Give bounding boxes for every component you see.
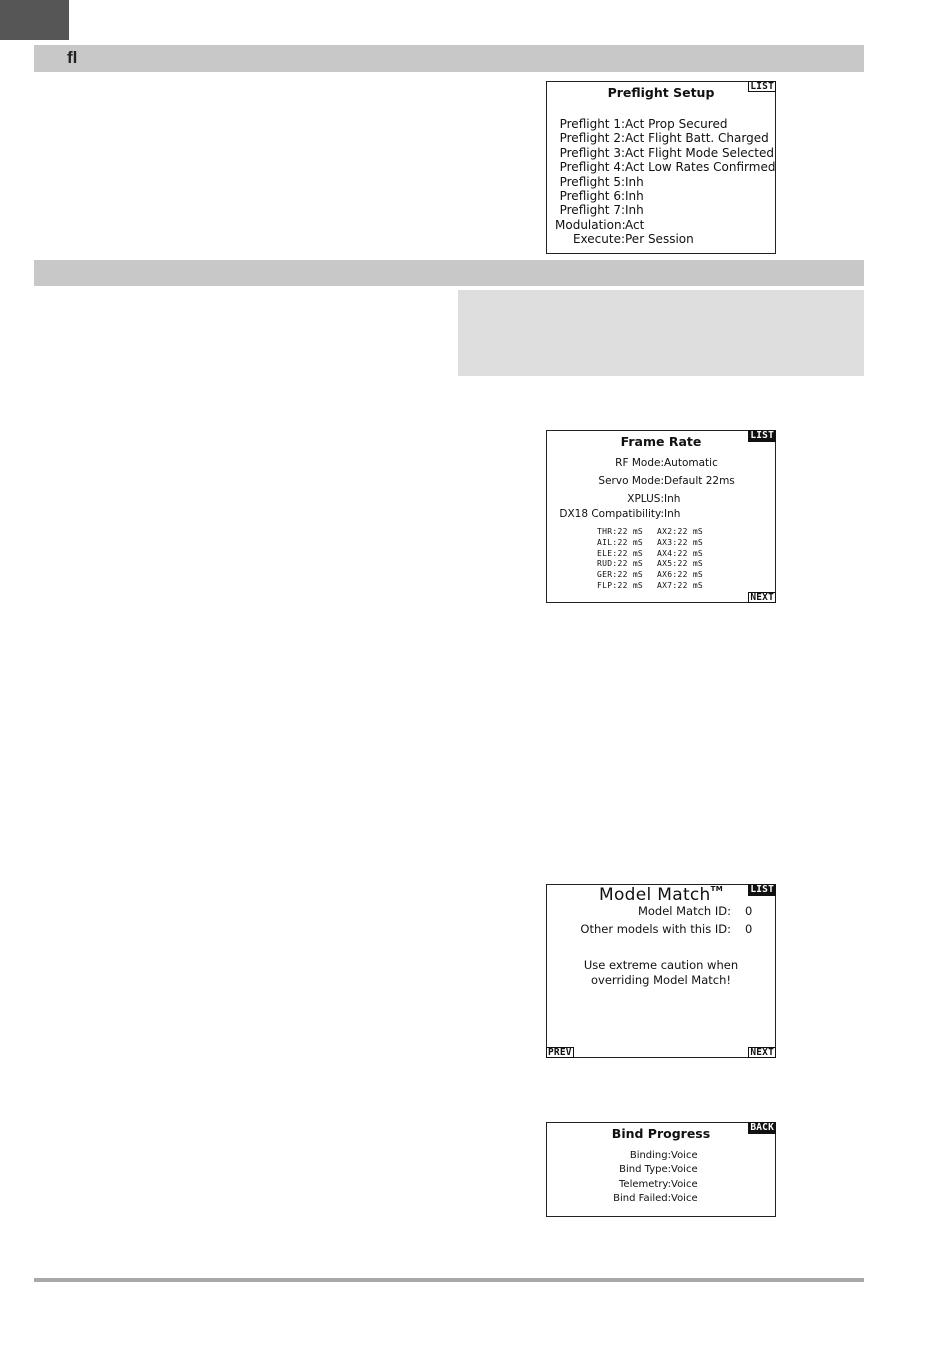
note-box	[458, 290, 864, 376]
row-label: Preflight 4:	[559, 160, 625, 175]
row-label: DX18 Compatibility:	[559, 508, 664, 520]
setting-row[interactable]	[553, 508, 680, 521]
section-header-bar	[34, 260, 864, 286]
row-label: Preflight 7:	[559, 203, 625, 218]
footer-rule	[34, 1278, 864, 1282]
channel-row	[597, 581, 703, 592]
row-value: Per Session	[625, 232, 694, 247]
row-value: 0	[745, 922, 753, 936]
channel-cell: FLP:22 mS	[597, 580, 644, 590]
row-value: 0	[745, 904, 753, 918]
row-value: Inh	[664, 493, 681, 505]
warning-text: overriding Model Match!	[591, 973, 731, 987]
channel-cell: THR:22 mS	[597, 527, 644, 536]
info-row	[553, 922, 759, 936]
row-label: Preflight 3:	[559, 145, 625, 160]
row-label: Execute:	[572, 232, 625, 247]
preflight-row[interactable]	[555, 175, 644, 189]
frame-rate-screen	[546, 430, 776, 603]
preflight-row[interactable]	[555, 189, 644, 203]
setting-row[interactable]	[553, 457, 718, 470]
prev-button[interactable]: PREV	[548, 1047, 572, 1058]
screen-title: Frame Rate	[620, 434, 702, 449]
channel-rate-table	[597, 527, 703, 592]
row-label: Binding:	[629, 1150, 671, 1161]
row-value: Voice	[671, 1192, 698, 1204]
screen-title: Bind Progress	[611, 1126, 711, 1141]
channel-cell: AX2:22 mS	[657, 527, 704, 536]
back-button[interactable]: BACK	[750, 1122, 774, 1133]
preflight-row[interactable]	[555, 218, 644, 232]
row-label: Preflight 1:	[559, 117, 625, 131]
preflight-row[interactable]	[555, 232, 694, 246]
title-text: Model Match	[599, 885, 711, 905]
section-header-bar	[34, 45, 864, 72]
channel-row	[597, 527, 703, 538]
bind-progress-screen	[546, 1122, 776, 1217]
model-match-screen	[546, 884, 776, 1058]
setting-row[interactable]	[553, 475, 735, 488]
row-label: Preflight 2:	[559, 131, 625, 146]
list-button[interactable]: LIST	[750, 884, 774, 895]
row-value: Act	[625, 217, 645, 232]
row-value: Automatic	[664, 457, 718, 469]
row-label: Bind Type:	[619, 1164, 671, 1176]
row-value: Voice	[671, 1150, 698, 1161]
row-label: Modulation:	[555, 217, 626, 232]
row-label: Bind Failed:	[613, 1192, 671, 1204]
row-value: Inh	[664, 508, 681, 520]
screen-title	[547, 885, 775, 905]
channel-cell: AIL:22 mS	[597, 537, 644, 547]
row-value: Act Flight Batt. Charged	[625, 131, 769, 146]
preflight-row[interactable]	[555, 117, 727, 131]
row-label: Servo Mode:	[598, 475, 664, 487]
preflight-row[interactable]	[555, 146, 774, 160]
row-label: Preflight 5:	[559, 174, 625, 189]
channel-row	[597, 559, 703, 570]
row-value: Inh	[625, 189, 644, 203]
channel-cell: AX5:22 mS	[657, 559, 704, 569]
list-button[interactable]: LIST	[750, 81, 774, 92]
row-value: Voice	[671, 1178, 698, 1190]
channel-cell: ELE:22 mS	[597, 548, 644, 558]
channel-cell: AX7:22 mS	[657, 580, 704, 590]
row-value: Act Low Rates Confirmed	[625, 160, 776, 175]
row-label: RF Mode:	[615, 457, 664, 469]
preflight-row[interactable]	[555, 203, 644, 217]
row-value: Default 22ms	[664, 475, 735, 487]
setting-row[interactable]	[553, 1149, 698, 1163]
row-value: Voice	[671, 1164, 698, 1176]
channel-row	[597, 538, 703, 549]
section-title: fl	[67, 48, 78, 67]
channel-row	[597, 549, 703, 560]
channel-cell: AX4:22 mS	[657, 548, 704, 558]
page-corner-tab	[0, 0, 69, 40]
row-value: Act Prop Secured	[625, 117, 728, 131]
row-value: Act Flight Mode Selected	[625, 145, 774, 160]
channel-cell: AX6:22 mS	[657, 570, 704, 580]
setting-row[interactable]	[553, 1163, 698, 1177]
preflight-row[interactable]	[555, 131, 769, 145]
channel-cell: AX3:22 mS	[657, 537, 704, 547]
trademark-symbol: TM	[710, 885, 723, 893]
channel-row	[597, 570, 703, 581]
warning-text: Use extreme caution when	[583, 958, 739, 972]
channel-cell: GER:22 mS	[597, 570, 644, 580]
list-button[interactable]: LIST	[750, 430, 774, 441]
row-label: Other models with this ID:	[580, 922, 731, 936]
preflight-row[interactable]	[555, 160, 775, 174]
row-label: XPLUS:	[627, 493, 664, 505]
row-label: Preflight 6:	[559, 189, 625, 203]
setting-row[interactable]	[553, 1178, 698, 1192]
preflight-setup-screen	[546, 81, 776, 254]
row-label: Model Match ID:	[637, 904, 731, 918]
screen-title: Preflight Setup	[607, 85, 715, 100]
setting-row[interactable]	[553, 1192, 698, 1206]
row-value: Inh	[625, 203, 644, 218]
info-row	[553, 904, 759, 918]
setting-row[interactable]	[553, 493, 680, 506]
row-value: Inh	[625, 174, 644, 189]
row-label: Telemetry:	[619, 1178, 671, 1190]
next-button[interactable]: NEXT	[750, 1047, 774, 1058]
next-button[interactable]: NEXT	[750, 592, 774, 603]
channel-cell: RUD:22 mS	[597, 559, 644, 569]
